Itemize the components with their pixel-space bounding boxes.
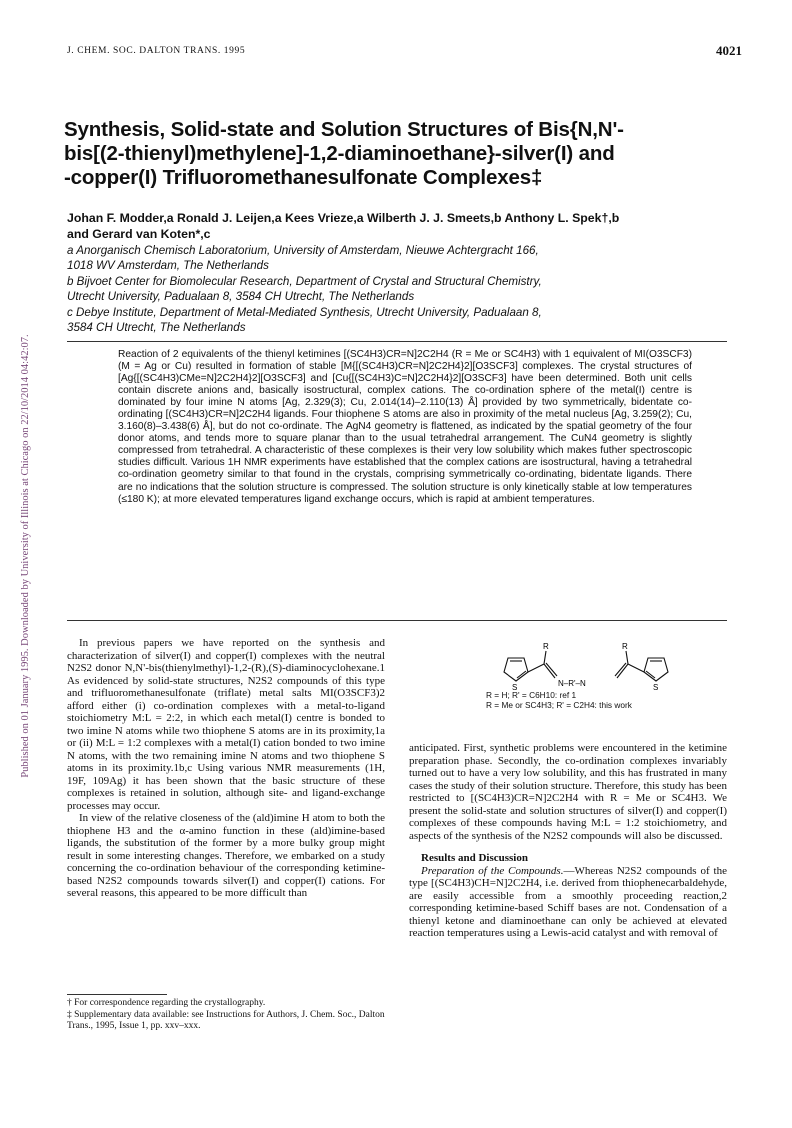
paragraph-continued: anticipated. First, synthetic problems were encountered in the ketimine preparation phase. Secondly, the co-ordination complexes invariably turned out to have a very low solubility, and this has frustrated in many cases the study of their solution structure. Therefore, this study has been restricted to [(SC4H3)CR=N]2C2H4 with R = Me or SC4H3. We present the solid-state and solution structures of silver(I) and copper(I) complexes of these compounds having M:L = 1:2 stoichiometry, and aspects of the synthesis of the N2S2 compounds will also be discussed. bbox=[409, 742, 727, 842]
paragraph-preparation bbox=[409, 865, 727, 940]
label-linker: N–R'–N bbox=[558, 679, 586, 688]
authors-line-1: Johan F. Modder,a Ronald J. Leijen,a Kees Vrieze,a Wilberth J. J. Smeets,b Anthony L. Spek†,b bbox=[67, 211, 620, 225]
title-line-1: Synthesis, Solid-state and Solution Structures of Bis{N,N'- bbox=[64, 118, 624, 141]
subsection-label: Preparation of the Compounds. bbox=[421, 864, 564, 877]
abstract-bottom-rule bbox=[67, 620, 727, 621]
paragraph-intro-1: In previous papers we have reported on the synthesis and characterization of silver(I) and copper(I) complexes with the neutral N2S2 donor N,N'-bis(thienylmethyl)-1,2-(R),(S)-diaminocyclohexane.1 As evidenced by solid-state structures, N2S2 compounds of this type and trifluoromethanesulfonate (triflate) metal salts MI(O3SCF3)2 afford either (i) co-ordination complexes with a metal-to-ligand stoichiometry M:L = 2:2, in which each metal(I) centre is bonded to two imine N atoms while two thiophene S atoms are in its proximity,1a or (ii) M:L = 1:2 complexes with a metal(I) cation bonded to two imine N atoms, with the two remaining imine N atoms and two thiophene S atoms in its proximity.1b,c Using various NMR measurements (1H, 19F, 109Ag) it has been shown that the basic structure of these complexes is retained in solution, although site- and ligand-exchange processes may occur. bbox=[67, 637, 385, 812]
title-line-2: bis[(2-thienyl)methylene]-1,2-diaminoethane}-silver(I) and bbox=[64, 142, 615, 165]
page-number: 4021 bbox=[716, 43, 742, 58]
label-r-right: R bbox=[622, 642, 628, 651]
affiliation-line-5: c Debye Institute, Department of Metal-Mediated Synthesis, Utrecht University, Padualaan 8, bbox=[67, 305, 542, 319]
scheme-caption-line-1: R = H; R' = C6H10: ref 1 bbox=[486, 690, 577, 700]
section-heading: Results and Discussion bbox=[421, 852, 528, 864]
author-list bbox=[67, 210, 757, 242]
left-column bbox=[67, 637, 385, 900]
affiliation-line-1: a Anorganisch Chemisch Laboratorium, University of Amsterdam, Nieuwe Achtergracht 166, bbox=[67, 244, 539, 257]
footnote-2: ‡ Supplementary data available: see Instructions for Authors, J. Chem. Soc., Dalton Trans., 1995, Issue 1, pp. xxv–xxx. bbox=[67, 1009, 385, 1031]
affiliation-line-2: 1018 WV Amsterdam, The Netherlands bbox=[67, 259, 269, 273]
journal-header: J. CHEM. SOC. DALTON TRANS. 1995 bbox=[67, 46, 246, 56]
abstract-top-rule bbox=[67, 341, 727, 342]
subsection-text: —Whereas N2S2 compounds of the type [(SC4H3)CH=N]2C2H4, i.e. derived from thiophenecarbaldehyde, are easily accessible from a smoothly proceeding reaction,2 corresponding ketimine-based Schiff bases are not. Condensation of a thienyl ketone and diaminoethane can only be achieved at elevated reaction temperatures using a Lewis-acid catalyst and with removal of bbox=[409, 864, 727, 939]
abstract-text: Reaction of 2 equivalents of the thienyl ketimines [(SC4H3)CR=N]2C2H4 (R = Me or SC4H3) with 1 equivalent of MI(O3SCF3) (M = Ag or Cu) resulted in formation of stable [M{[(SC4H3)CR=N]2C2H4}2][O3SCF3] complexes. The crystal structures of [Ag{[(SC4H3)CMe=N]2C2H4}2][O3SCF3] and [Cu{[(SC4H3)C=N]2C2H4}2][O3SCF3] have been determined. Both unit cells contain discrete anions and, basically isostructural, complex cations. The co-ordination sphere of the metal(I) centre is dominated by four imine N atoms [Ag, 2.329(3); Cu, 2.014(14)–2.110(13) Å] provided by two symmetrically, bidentate co-ordinating [(SC4H3)CR=N]2C2H4 ligands. Four thiophene S atoms are also in proximity of the metal nucleus [Ag, 3.259(2); Cu, 3.160(8)–3.438(6) Å], but do not co-ordinate. The AgN4 geometry is flattened, as indicated by the spatial geometry of the four donor atoms, and tends more to square planar than to the usual tetrahedral arrangement. The CuN4 geometry is slightly compressed from tetrahedral. A characteristic of these complexes is their very low solubility which makes futher spectroscopic studies difficult. Various 1H NMR experiments have established that the complex cations are isostructural, having a tetrahedral co-ordination geometry similar to that found in the crystals, comprising symmetrically co-ordinating, bidentate ligands. There are no indications that the solution structure is compressed. The solution structure is only kinetically stable at low temperatures (≤180 K); at more elevated temperatures ligand exchange occurs, which is rapid at ambient temperatures. bbox=[118, 349, 692, 505]
article-title bbox=[64, 118, 754, 190]
affiliation-line-6: 3584 CH Utrecht, The Netherlands bbox=[67, 321, 246, 335]
label-s-right: S bbox=[653, 683, 659, 692]
footnote-1: † For correspondence regarding the crystallography. bbox=[67, 998, 266, 1008]
footnote-rule bbox=[67, 994, 167, 995]
label-s-left: S bbox=[512, 683, 518, 692]
authors-line-2: and Gerard van Koten*,c bbox=[67, 227, 211, 241]
right-column bbox=[409, 742, 727, 940]
affiliation-line-4: Utrecht University, Padualaan 8, 3584 CH Utrecht, The Netherlands bbox=[67, 290, 415, 304]
footnotes bbox=[67, 998, 385, 1033]
scheme-caption-line-2: R = Me or SC4H3; R' = C2H4: this work bbox=[486, 700, 632, 710]
title-line-3: -copper(I) Trifluoromethanesulfonate Complexes‡ bbox=[64, 166, 543, 189]
affiliation-line-3: b Bijvoet Center for Biomolecular Research, Department of Crystal and Structural Chemistry, bbox=[67, 274, 542, 288]
provenance-sidebar: Published on 01 January 1995. Downloaded by University of Illinois at Chicago on 22/10/2014 04:42:07. bbox=[20, 334, 31, 778]
label-r-left: R bbox=[543, 642, 549, 651]
paragraph-intro-2: In view of the relative closeness of the (ald)imine H atom to both the thiophene H3 and the α-amino function in these (ald)imine-based ligands, the substitution of the former by a more bulky group might result in some interesting changes. Therefore, we embarked on a study concerning the co-ordination behaviour of the corresponding ketimine-based N2S2 compounds towards silver(I) and copper(I) cations. For several reasons, this appeared to be more difficult than bbox=[67, 812, 385, 899]
affiliations bbox=[67, 243, 757, 335]
scheme-caption bbox=[486, 690, 632, 710]
abstract bbox=[118, 349, 692, 506]
